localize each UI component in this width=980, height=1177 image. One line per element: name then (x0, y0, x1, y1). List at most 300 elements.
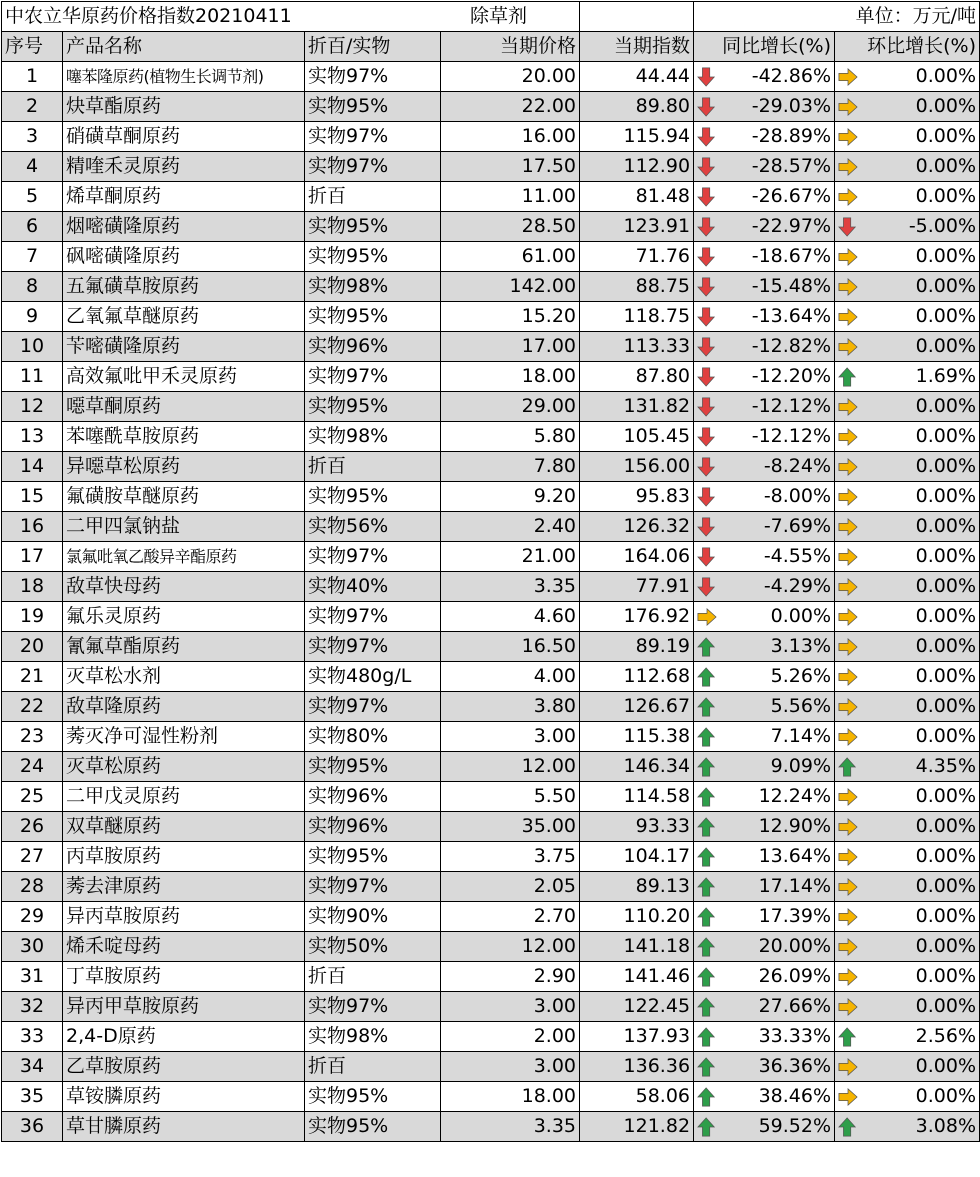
current-price: 15.20 (441, 302, 580, 332)
product-name: 氟磺胺草醚原药 (63, 482, 305, 512)
product-name: 莠去津原药 (63, 872, 305, 902)
yoy-value: 12.24% (758, 785, 832, 807)
current-index: 115.94 (580, 122, 694, 152)
row-number: 4 (2, 152, 63, 182)
current-price: 12.00 (441, 752, 580, 782)
product-name: 莠灭净可湿性粉剂 (63, 722, 305, 752)
current-index: 88.75 (580, 272, 694, 302)
arrow-down-icon (697, 186, 717, 208)
yoy-cell (694, 722, 835, 752)
current-index: 89.80 (580, 92, 694, 122)
product-name: 双草醚原药 (63, 812, 305, 842)
product-spec: 实物97% (305, 872, 441, 902)
yoy-value: 5.56% (770, 695, 832, 717)
mom-cell (835, 782, 980, 812)
row-number: 3 (2, 122, 63, 152)
arrow-right-icon (838, 276, 858, 298)
table-row (2, 572, 980, 602)
table-row (2, 872, 980, 902)
product-name: 烯草酮原药 (63, 182, 305, 212)
yoy-value: 5.26% (770, 665, 832, 687)
row-number: 12 (2, 392, 63, 422)
table-row (2, 302, 980, 332)
mom-cell (835, 152, 980, 182)
yoy-cell (694, 752, 835, 782)
yoy-cell (694, 812, 835, 842)
mom-value: 0.00% (915, 725, 977, 747)
current-index: 89.19 (580, 632, 694, 662)
header-name: 产品名称 (63, 32, 305, 62)
mom-cell (835, 602, 980, 632)
product-name: 高效氟吡甲禾灵原药 (63, 362, 305, 392)
arrow-up-icon (697, 906, 717, 928)
row-number: 21 (2, 662, 63, 692)
product-name: 异噁草松原药 (63, 452, 305, 482)
mom-value: 4.35% (915, 755, 977, 777)
table-row (2, 1082, 980, 1112)
yoy-cell (694, 62, 835, 92)
yoy-value: 12.90% (758, 815, 832, 837)
arrow-up-icon (697, 876, 717, 898)
mom-cell (835, 1082, 980, 1112)
product-name: 苄嘧磺隆原药 (63, 332, 305, 362)
table-row (2, 122, 980, 152)
product-spec: 实物95% (305, 92, 441, 122)
product-name: 异丙甲草胺原药 (63, 992, 305, 1022)
yoy-cell (694, 332, 835, 362)
arrow-down-icon (697, 516, 717, 538)
current-price: 3.75 (441, 842, 580, 872)
mom-value: 2.56% (915, 1025, 977, 1047)
yoy-cell (694, 572, 835, 602)
product-spec: 实物56% (305, 512, 441, 542)
yoy-cell (694, 992, 835, 1022)
mom-value: 0.00% (915, 875, 977, 897)
arrow-right-icon (838, 486, 858, 508)
mom-value: 0.00% (915, 455, 977, 477)
product-spec: 实物95% (305, 1112, 441, 1142)
table-row (2, 1112, 980, 1142)
header-index: 当期指数 (580, 32, 694, 62)
arrow-up-icon (697, 726, 717, 748)
current-price: 16.00 (441, 122, 580, 152)
mom-cell (835, 482, 980, 512)
arrow-up-icon (697, 756, 717, 778)
product-name: 氯氟吡氧乙酸异辛酯原药 (63, 542, 305, 572)
yoy-cell (694, 932, 835, 962)
arrow-right-icon (838, 306, 858, 328)
current-index: 121.82 (580, 1112, 694, 1142)
mom-cell (835, 92, 980, 122)
arrow-right-icon (838, 1086, 858, 1108)
current-price: 3.35 (441, 1112, 580, 1142)
current-price: 17.00 (441, 332, 580, 362)
mom-cell (835, 332, 980, 362)
current-index: 126.67 (580, 692, 694, 722)
product-spec: 实物96% (305, 812, 441, 842)
current-index: 131.82 (580, 392, 694, 422)
yoy-value: 13.64% (758, 845, 832, 867)
arrow-right-icon (838, 906, 858, 928)
arrow-up-icon (697, 786, 717, 808)
table-row (2, 212, 980, 242)
current-index: 141.18 (580, 932, 694, 962)
mom-cell (835, 1052, 980, 1082)
product-spec: 实物95% (305, 242, 441, 272)
mom-value: 0.00% (915, 395, 977, 417)
row-number: 18 (2, 572, 63, 602)
mom-cell (835, 212, 980, 242)
table-row (2, 452, 980, 482)
product-spec: 实物97% (305, 152, 441, 182)
current-index: 118.75 (580, 302, 694, 332)
product-name: 苯噻酰草胺原药 (63, 422, 305, 452)
current-price: 2.05 (441, 872, 580, 902)
yoy-cell (694, 962, 835, 992)
yoy-cell (694, 902, 835, 932)
arrow-down-icon (697, 546, 717, 568)
yoy-cell (694, 872, 835, 902)
mom-cell (835, 1022, 980, 1052)
yoy-value: 20.00% (758, 935, 832, 957)
mom-value: 0.00% (915, 785, 977, 807)
yoy-value: -15.48% (751, 275, 832, 297)
mom-value: 0.00% (915, 95, 977, 117)
table-title: 中农立华原药价格指数20210411 (2, 2, 580, 32)
product-name: 精喹禾灵原药 (63, 152, 305, 182)
unit-label: 单位：万元/吨 (694, 2, 980, 32)
current-index: 176.92 (580, 602, 694, 632)
arrow-down-icon (697, 246, 717, 268)
mom-cell (835, 422, 980, 452)
arrow-right-icon (697, 606, 717, 628)
yoy-cell (694, 1082, 835, 1112)
current-price: 2.90 (441, 962, 580, 992)
product-name: 砜嘧磺隆原药 (63, 242, 305, 272)
header-yoy: 同比增长(%) (694, 32, 835, 62)
row-number: 26 (2, 812, 63, 842)
current-index: 81.48 (580, 182, 694, 212)
row-number: 29 (2, 902, 63, 932)
product-name: 五氟磺草胺原药 (63, 272, 305, 302)
mom-cell (835, 122, 980, 152)
product-name: 硝磺草酮原药 (63, 122, 305, 152)
mom-value: 0.00% (915, 125, 977, 147)
current-price: 21.00 (441, 542, 580, 572)
arrow-right-icon (838, 66, 858, 88)
arrow-down-icon (697, 126, 717, 148)
arrow-up-icon (697, 666, 717, 688)
arrow-down-icon (697, 396, 717, 418)
table-row (2, 1022, 980, 1052)
product-spec: 折百 (305, 1052, 441, 1082)
mom-cell (835, 1112, 980, 1142)
arrow-right-icon (838, 246, 858, 268)
mom-value: 0.00% (915, 665, 977, 687)
arrow-right-icon (838, 546, 858, 568)
yoy-value: -12.12% (751, 425, 832, 447)
mom-value: 0.00% (915, 575, 977, 597)
current-index: 113.33 (580, 332, 694, 362)
row-number: 31 (2, 962, 63, 992)
table-row (2, 272, 980, 302)
current-price: 142.00 (441, 272, 580, 302)
product-spec: 实物95% (305, 212, 441, 242)
title-row (2, 2, 980, 32)
product-name: 异丙草胺原药 (63, 902, 305, 932)
arrow-right-icon (838, 786, 858, 808)
current-price: 5.80 (441, 422, 580, 452)
product-name: 灭草松原药 (63, 752, 305, 782)
mom-value: 0.00% (915, 485, 977, 507)
product-spec: 折百 (305, 962, 441, 992)
product-spec: 实物95% (305, 482, 441, 512)
yoy-cell (694, 302, 835, 332)
arrow-right-icon (838, 336, 858, 358)
mom-cell (835, 902, 980, 932)
header-mom: 环比增长(%) (835, 32, 980, 62)
table-row (2, 692, 980, 722)
yoy-value: -12.20% (751, 365, 832, 387)
product-name: 敌草快母药 (63, 572, 305, 602)
row-number: 10 (2, 332, 63, 362)
current-index: 164.06 (580, 542, 694, 572)
current-index: 126.32 (580, 512, 694, 542)
arrow-up-icon (697, 966, 717, 988)
current-price: 3.00 (441, 722, 580, 752)
arrow-up-icon (838, 366, 858, 388)
current-price: 3.00 (441, 1052, 580, 1082)
product-spec: 实物98% (305, 272, 441, 302)
product-spec: 实物97% (305, 632, 441, 662)
current-index: 77.91 (580, 572, 694, 602)
table-row (2, 92, 980, 122)
mom-value: 1.69% (915, 365, 977, 387)
yoy-cell (694, 692, 835, 722)
row-number: 32 (2, 992, 63, 1022)
mom-cell (835, 752, 980, 782)
row-number: 7 (2, 242, 63, 272)
product-spec: 实物480g/L (305, 662, 441, 692)
yoy-cell (694, 92, 835, 122)
mom-cell (835, 632, 980, 662)
product-spec: 实物95% (305, 752, 441, 782)
header-price: 当期价格 (441, 32, 580, 62)
row-number: 24 (2, 752, 63, 782)
yoy-cell (694, 122, 835, 152)
current-index: 136.36 (580, 1052, 694, 1082)
header-row (2, 32, 980, 62)
yoy-cell (694, 1022, 835, 1052)
current-price: 4.60 (441, 602, 580, 632)
yoy-value: 38.46% (758, 1085, 832, 1107)
row-number: 14 (2, 452, 63, 482)
mom-value: 0.00% (915, 995, 977, 1017)
current-index: 87.80 (580, 362, 694, 392)
arrow-up-icon (697, 1086, 717, 1108)
arrow-up-icon (697, 1056, 717, 1078)
current-price: 20.00 (441, 62, 580, 92)
mom-value: 0.00% (915, 1085, 977, 1107)
table-row (2, 812, 980, 842)
current-price: 2.70 (441, 902, 580, 932)
mom-cell (835, 692, 980, 722)
product-spec: 实物96% (305, 782, 441, 812)
current-price: 4.00 (441, 662, 580, 692)
product-name: 敌草隆原药 (63, 692, 305, 722)
arrow-down-icon (697, 486, 717, 508)
mom-cell (835, 722, 980, 752)
current-price: 3.80 (441, 692, 580, 722)
yoy-value: -8.24% (763, 455, 832, 477)
arrow-up-icon (838, 1116, 858, 1138)
mom-cell (835, 572, 980, 602)
yoy-value: -12.12% (751, 395, 832, 417)
product-name: 草铵膦原药 (63, 1082, 305, 1112)
yoy-value: 36.36% (758, 1055, 832, 1077)
product-spec: 实物97% (305, 362, 441, 392)
yoy-cell (694, 662, 835, 692)
current-index: 141.46 (580, 962, 694, 992)
product-name: 乙氧氟草醚原药 (63, 302, 305, 332)
yoy-value: -4.29% (763, 575, 832, 597)
arrow-up-icon (697, 1026, 717, 1048)
mom-value: 0.00% (915, 605, 977, 627)
yoy-value: 0.00% (770, 605, 832, 627)
row-number: 20 (2, 632, 63, 662)
mom-cell (835, 962, 980, 992)
row-number: 28 (2, 872, 63, 902)
current-price: 9.20 (441, 482, 580, 512)
row-number: 23 (2, 722, 63, 752)
mom-value: 0.00% (915, 65, 977, 87)
mom-value: 0.00% (915, 965, 977, 987)
row-number: 35 (2, 1082, 63, 1112)
mom-value: -5.00% (908, 215, 977, 237)
row-number: 17 (2, 542, 63, 572)
current-index: 114.58 (580, 782, 694, 812)
yoy-cell (694, 152, 835, 182)
yoy-value: -28.89% (751, 125, 832, 147)
arrow-down-icon (697, 156, 717, 178)
arrow-right-icon (838, 126, 858, 148)
mom-cell (835, 62, 980, 92)
yoy-cell (694, 452, 835, 482)
yoy-cell (694, 602, 835, 632)
category-label (470, 2, 694, 32)
product-name: 噁草酮原药 (63, 392, 305, 422)
table-row (2, 182, 980, 212)
yoy-value: 27.66% (758, 995, 832, 1017)
yoy-cell (694, 362, 835, 392)
mom-value: 0.00% (915, 335, 977, 357)
current-index: 112.90 (580, 152, 694, 182)
product-name: 2,4-D原药 (63, 1022, 305, 1052)
product-spec: 实物80% (305, 722, 441, 752)
row-number: 1 (2, 62, 63, 92)
table-row (2, 482, 980, 512)
yoy-value: 33.33% (758, 1025, 832, 1047)
product-spec: 实物98% (305, 422, 441, 452)
arrow-up-icon (838, 1026, 858, 1048)
current-price: 16.50 (441, 632, 580, 662)
yoy-value: -12.82% (751, 335, 832, 357)
arrow-up-icon (697, 696, 717, 718)
yoy-value: -7.69% (763, 515, 832, 537)
mom-cell (835, 842, 980, 872)
table-row (2, 962, 980, 992)
current-price: 3.00 (441, 992, 580, 1022)
row-number: 27 (2, 842, 63, 872)
current-price: 18.00 (441, 362, 580, 392)
mom-value: 0.00% (915, 305, 977, 327)
table-row (2, 902, 980, 932)
arrow-right-icon (838, 576, 858, 598)
yoy-value: 3.13% (770, 635, 832, 657)
header-spec: 折百/实物 (305, 32, 441, 62)
table-row (2, 332, 980, 362)
mom-cell (835, 812, 980, 842)
row-number: 36 (2, 1112, 63, 1142)
current-price: 2.40 (441, 512, 580, 542)
table-row (2, 152, 980, 182)
product-spec: 实物98% (305, 1022, 441, 1052)
row-number: 2 (2, 92, 63, 122)
arrow-right-icon (838, 516, 858, 538)
yoy-value: 9.09% (770, 755, 832, 777)
product-spec: 实物50% (305, 932, 441, 962)
product-spec: 实物95% (305, 842, 441, 872)
product-name: 氟乐灵原药 (63, 602, 305, 632)
row-number: 30 (2, 932, 63, 962)
arrow-up-icon (697, 846, 717, 868)
yoy-cell (694, 1052, 835, 1082)
row-number: 33 (2, 1022, 63, 1052)
mom-cell (835, 392, 980, 422)
yoy-cell (694, 1112, 835, 1142)
yoy-value: 17.39% (758, 905, 832, 927)
arrow-right-icon (838, 396, 858, 418)
mom-cell (835, 362, 980, 392)
current-index: 123.91 (580, 212, 694, 242)
table-row (2, 362, 980, 392)
arrow-right-icon (838, 966, 858, 988)
row-number: 8 (2, 272, 63, 302)
table-row (2, 542, 980, 572)
arrow-down-icon (697, 366, 717, 388)
yoy-value: -8.00% (763, 485, 832, 507)
arrow-up-icon (697, 816, 717, 838)
product-name: 氰氟草酯原药 (63, 632, 305, 662)
current-price: 29.00 (441, 392, 580, 422)
mom-cell (835, 872, 980, 902)
product-spec: 实物95% (305, 1082, 441, 1112)
arrow-down-icon (697, 576, 717, 598)
row-number: 11 (2, 362, 63, 392)
table-row (2, 242, 980, 272)
product-name: 二甲四氯钠盐 (63, 512, 305, 542)
product-name: 草甘膦原药 (63, 1112, 305, 1142)
yoy-cell (694, 512, 835, 542)
product-name: 二甲戊灵原药 (63, 782, 305, 812)
row-number: 16 (2, 512, 63, 542)
arrow-up-icon (697, 1116, 717, 1138)
product-spec: 实物97% (305, 992, 441, 1022)
table-row (2, 662, 980, 692)
current-index: 89.13 (580, 872, 694, 902)
arrow-right-icon (838, 456, 858, 478)
current-index: 137.93 (580, 1022, 694, 1052)
